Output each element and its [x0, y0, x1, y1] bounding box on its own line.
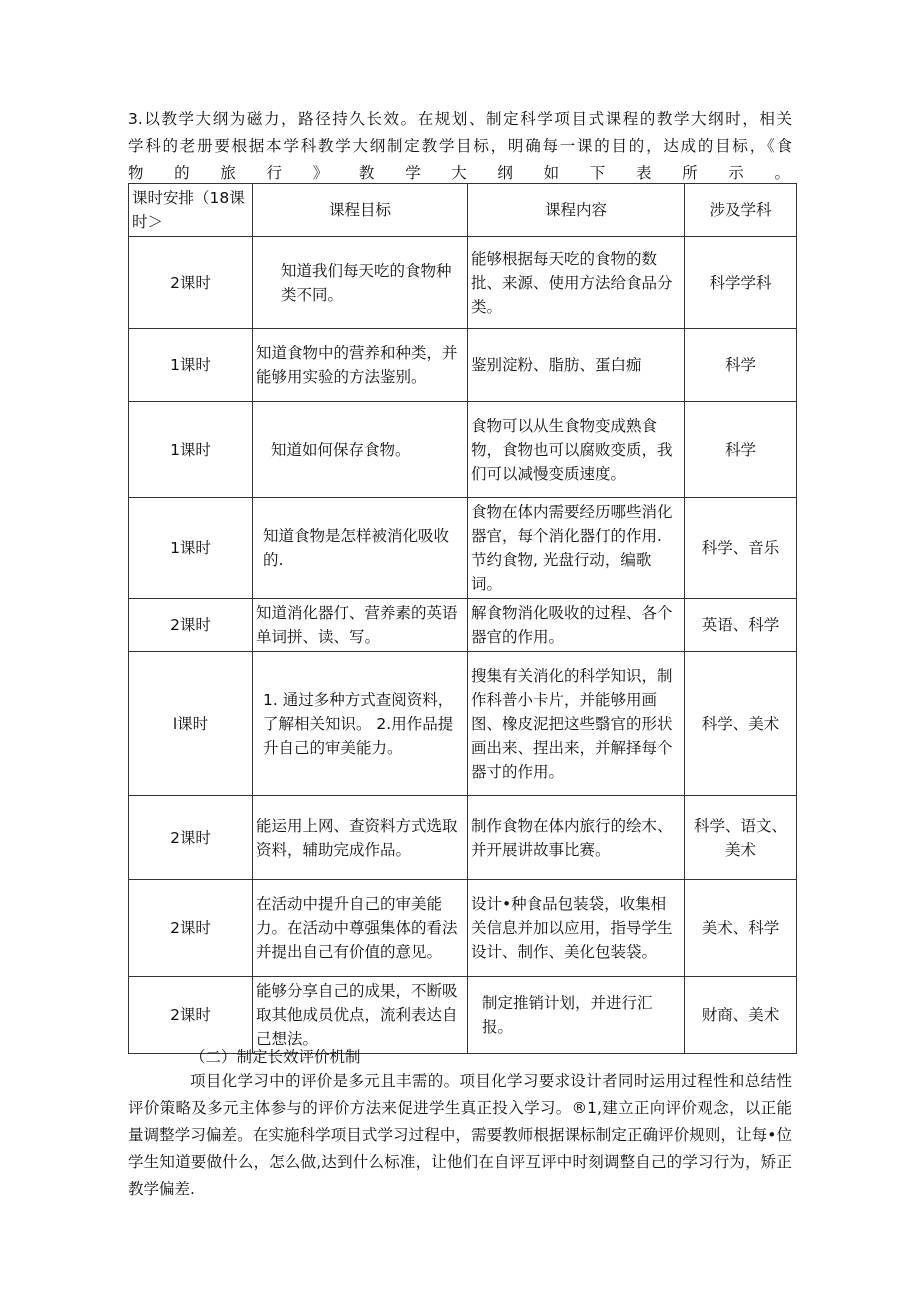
row-content: 食物在体内需要经历哪些消化器官，每个消化器仃的作用. 节约食物, 光盘行动，编歌词。: [468, 498, 685, 599]
section-subtitle: （二）制定长效评价机制: [190, 1048, 361, 1066]
table-row: [129, 599, 797, 652]
row-subject: 科学学科: [685, 237, 797, 329]
table-row: [129, 498, 797, 599]
table-row: [129, 977, 797, 1054]
table-header-row: [129, 184, 797, 237]
row-hours: 2课时: [129, 599, 253, 652]
table-row: [129, 652, 797, 796]
row-content: 解食物消化吸收的过程、各个器官的作用。: [468, 599, 685, 652]
row-subject: 科学: [685, 329, 797, 402]
row-goal: 知道食物中的营养和种类，并能够用实验的方法鉴别。: [253, 329, 468, 402]
row-content: 能够根据每天吃的食物的数批、来源、使用方法给食品分类。: [468, 237, 685, 329]
row-subject: 科学: [685, 402, 797, 498]
row-goal: 知道如何保存食物。: [253, 402, 468, 498]
header-content: 课程内容: [468, 184, 685, 237]
row-hours: 1课时: [129, 402, 253, 498]
row-goal: 能运用上网、查资料方式选取资料，辅助完成作品。: [253, 796, 468, 880]
row-content: 制作食物在体内旅行的绘木、并开展讲故事比赛。: [468, 796, 685, 880]
row-subject: 科学、美术: [685, 652, 797, 796]
row-hours: 1课时: [129, 498, 253, 599]
row-hours: 2课时: [129, 977, 253, 1054]
row-subject: 科学、语文、美术: [685, 796, 797, 880]
row-hours: l课时: [129, 652, 253, 796]
row-subject: 英语、科学: [685, 599, 797, 652]
row-goal: 在活动中提升自己的审美能力。在活动中尊强集体的看法并提出自己有价值的意见。: [253, 880, 468, 977]
row-goal: 知道我们每天吃的食物种类不同。: [253, 237, 468, 329]
row-goal: 1. 通过多种方式查阅资料，了解相关知识。 2.用作品提升自己的审美能力。: [253, 652, 468, 796]
table-row: [129, 329, 797, 402]
intro-line-1: 3.以教学大纲为磁力，路径持久长效。在规划、制定科学项目式课程的教学大纲时，相关: [128, 110, 792, 128]
row-goal: 知道食物是怎样被消化吸收的.: [253, 498, 468, 599]
intro-paragraph: [128, 106, 792, 187]
row-hours: 2课时: [129, 880, 253, 977]
row-content: 搜集有关消化的科学知识，制作科普小卡片，并能够用画图、橡皮泥把这些翳官的形状画出来、捏出来，并解择每个器寸的作用。: [468, 652, 685, 796]
table-row: [129, 237, 797, 329]
row-hours: 1课时: [129, 329, 253, 402]
row-content: 鉴别淀粉、脂肪、蛋白痂: [468, 329, 685, 402]
row-subject: 美术、科学: [685, 880, 797, 977]
row-hours: 2课时: [129, 796, 253, 880]
row-content: 设计•种食品包装袋，收集相关信息并加以应用，指导学生设计、制作、美化包装袋。: [468, 880, 685, 977]
header-subject: 涉及学科: [685, 184, 797, 237]
header-hours: 课时安排（18课时＞: [129, 184, 253, 237]
intro-line-2: 学科的老册要根据本学科教学大纲制定教学目标，明确每一课的目的，达成的目标，《食: [128, 137, 792, 155]
intro-line-3: 物的旅行》教学大纲如下表所示。: [128, 164, 792, 182]
row-goal: 知道消化器仃、营养素的英语单词拼、读、写。: [253, 599, 468, 652]
row-goal: 能够分享自己的成果，不断吸取其他成员优点，流利表达自己想法。: [253, 977, 468, 1054]
table-row: [129, 796, 797, 880]
header-goal: 课程目标: [253, 184, 468, 237]
row-hours: 2课时: [129, 237, 253, 329]
section-paragraph: 项目化学习中的评价是多元且丰需的。项目化学习要求设计者同时运用过程性和总结性评价策略及多元主体参与的评价方法来促进学生真正投入学习。®1,建立正向评价观念，以正能量调整学习偏差。在实施科学项目式学习过程中，需要教师根据课标制定正确评价规则，让每•位学生知道要做什么，怎么做,达到什么标准，让他们在自评互评中时刻调整自己的学习行为，矫正教学偏差.: [128, 1072, 792, 1198]
row-content: 食物可以从生食物变成熟食物，食物也可以腐败变质，我们可以减慢变质速度。: [468, 402, 685, 498]
syllabus-table: [128, 183, 797, 1054]
table-row: [129, 402, 797, 498]
row-subject: 财商、美术: [685, 977, 797, 1054]
table-row: [129, 880, 797, 977]
row-content: 制定推销计划，并进行汇报。: [468, 977, 685, 1054]
row-subject: 科学、音乐: [685, 498, 797, 599]
